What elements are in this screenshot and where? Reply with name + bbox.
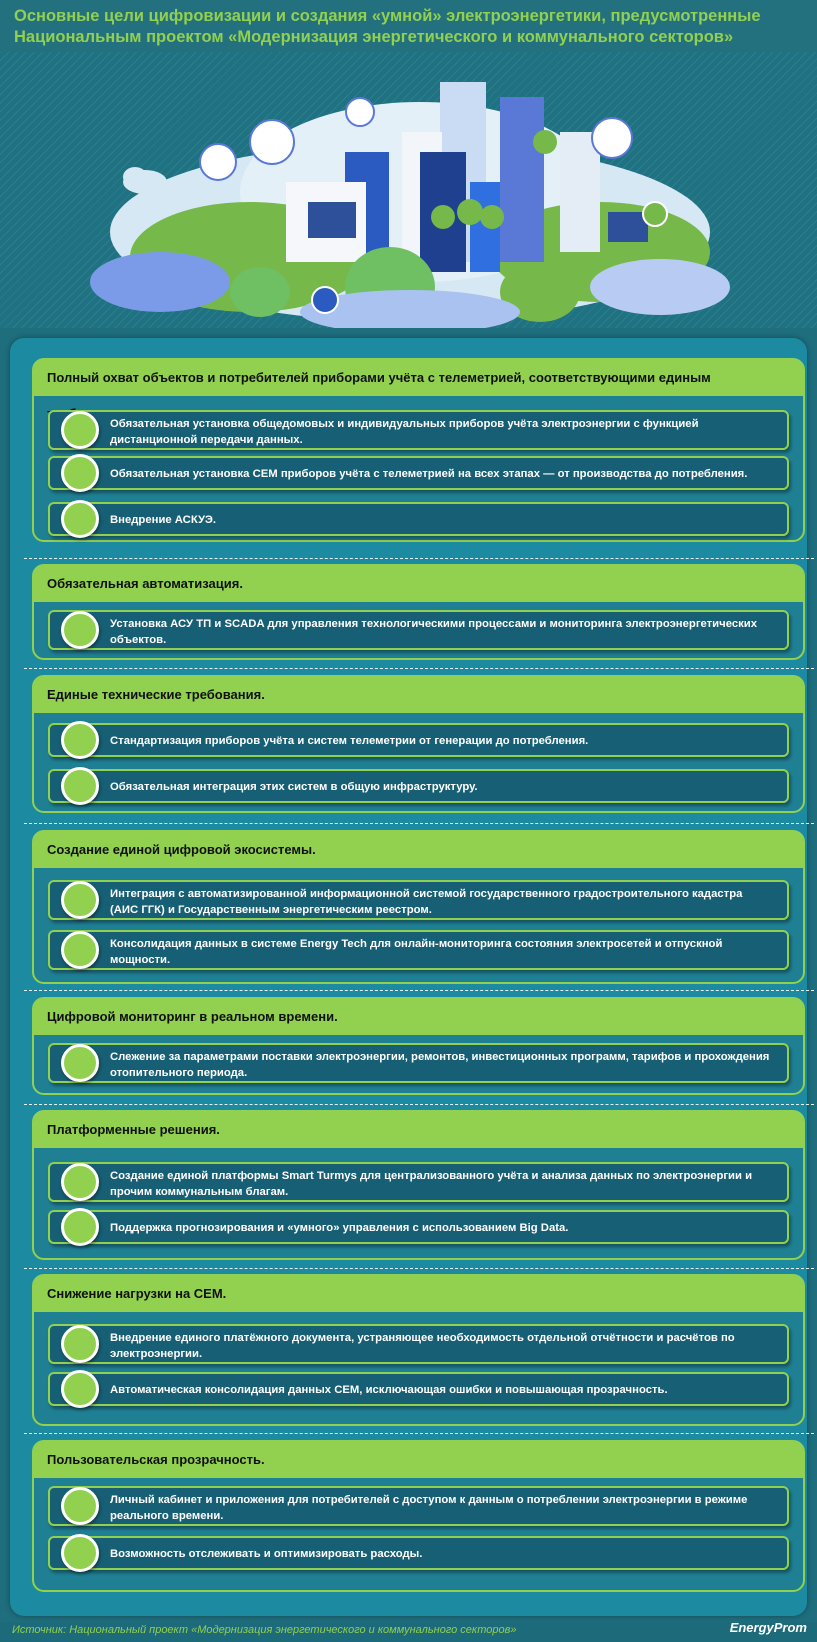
goal-item — [48, 456, 789, 490]
goal-item — [48, 723, 789, 757]
goal-item-text: Создание единой платформы Smart Turmys для централизованного учёта и анализа данных по электроэнергии и прочим коммунальным благам. — [110, 1170, 753, 1198]
goal-item-text: Внедрение АСКУЭ. — [110, 514, 217, 526]
goal-card-8 — [32, 1440, 805, 1592]
goal-item — [48, 1486, 789, 1526]
goal-card-3 — [32, 675, 805, 813]
goal-item-text: Обязательная установка СЕМ приборов учёта с телеметрией на всех этапах — от производства до потребления. — [110, 468, 748, 480]
goal-heading: Создание единой цифровой экосистемы. — [34, 832, 803, 868]
bullet-circle-icon — [61, 1370, 99, 1408]
goal-item-text: Слежение за параметрами поставки электроэнергии, ремонтов, инвестиционных программ, тарифов и прохождения отопительного периода. — [110, 1051, 770, 1079]
bullet-circle-icon — [61, 881, 99, 919]
bullet-circle-icon — [61, 1534, 99, 1572]
goal-item — [48, 610, 789, 650]
source-note: Источник: Национальный проект «Модернизация энергетического и коммунального секторов» — [12, 1624, 517, 1636]
goal-heading: Цифровой мониторинг в реальном времени. — [34, 999, 803, 1035]
bullet-circle-icon — [61, 500, 99, 538]
goal-item — [48, 1043, 789, 1083]
goal-card-7 — [32, 1274, 805, 1426]
goal-heading: Пользовательская прозрачность. — [34, 1442, 803, 1478]
goal-item — [48, 1372, 789, 1406]
goal-card-6 — [32, 1110, 805, 1260]
goal-card-5 — [32, 997, 805, 1095]
goal-item — [48, 880, 789, 920]
bullet-circle-icon — [61, 1325, 99, 1363]
bullet-circle-icon — [61, 767, 99, 805]
goal-item — [48, 1324, 789, 1364]
goal-item-text: Возможность отслеживать и оптимизировать расходы. — [110, 1548, 423, 1560]
goal-card-1 — [32, 358, 805, 542]
goal-item — [48, 769, 789, 803]
goal-item-text: Автоматическая консолидация данных СЕМ, исключающая ошибки и повышающая прозрачность. — [110, 1384, 668, 1396]
goal-item — [48, 1536, 789, 1570]
goal-item-text: Стандартизация приборов учёта и систем телеметрии от генерации до потребления. — [110, 735, 589, 747]
bullet-circle-icon — [61, 721, 99, 759]
page-title: Основные цели цифровизации и создания «умной» электроэнергетики, предусмотренные Национальным проектом «Модернизация энергетического и коммунального секторов» — [14, 7, 761, 46]
section-divider — [24, 1268, 814, 1269]
goal-heading: Обязательная автоматизация. — [34, 566, 803, 602]
goal-item-text: Обязательная интеграция этих систем в общую инфраструктуру. — [110, 781, 478, 793]
goal-item-text: Внедрение единого платёжного документа, устраняющее необходимость отдельной отчётности и расчётов по электроэнергии. — [110, 1332, 735, 1360]
goal-heading: Единые технические требования. — [34, 677, 803, 713]
bullet-circle-icon — [61, 611, 99, 649]
goal-item — [48, 930, 789, 970]
goal-item — [48, 1162, 789, 1202]
goal-item-text: Консолидация данных в системе Energy Tech для онлайн-мониторинга состояния электросетей и отпускной мощности. — [110, 938, 723, 966]
section-divider — [24, 558, 814, 559]
bullet-circle-icon — [61, 454, 99, 492]
bullet-circle-icon — [61, 1163, 99, 1201]
goal-item — [48, 1210, 789, 1244]
bullet-circle-icon — [61, 1044, 99, 1082]
section-divider — [24, 1433, 814, 1434]
goal-item-text: Обязательная установка общедомовых и индивидуальных приборов учёта электроэнергии с функцией дистанционной передачи данных. — [110, 418, 699, 446]
goal-item — [48, 410, 789, 450]
bullet-circle-icon — [61, 411, 99, 449]
bullet-circle-icon — [61, 1487, 99, 1525]
goal-heading: Платформенные решения. — [34, 1112, 803, 1148]
header-bar — [0, 0, 817, 52]
goal-heading: Полный охват объектов и потребителей приборами учёта с телеметрией, соответствующими единым — [34, 360, 803, 396]
goal-item-text: Интеграция с автоматизированной информационной системой государственного градостроительного кадастра (АИС ГГК) и Государственным энергетическим реестром. — [110, 888, 743, 916]
smart-city-graphic — [0, 52, 817, 328]
brand-logo: EnergyProm — [729, 1620, 807, 1635]
section-divider — [24, 990, 814, 991]
goals-panel — [10, 338, 807, 1616]
goal-card-4 — [32, 830, 805, 984]
bullet-circle-icon — [61, 931, 99, 969]
goal-item-text: Личный кабинет и приложения для потребителей с доступом к данным о потреблении электроэнергии в режиме реального времени. — [110, 1494, 748, 1522]
goal-heading: Снижение нагрузки на СЕМ. — [34, 1276, 803, 1312]
section-divider — [24, 1104, 814, 1105]
smart-city-illustration — [0, 52, 817, 328]
bullet-circle-icon — [61, 1208, 99, 1246]
goal-item-text: Установка АСУ ТП и SCADA для управления технологическими процессами и мониторинга электроэнергетических объектов. — [110, 618, 757, 646]
goal-item-text: Поддержка прогнозирования и «умного» управления с использованием Big Data. — [110, 1222, 569, 1234]
section-divider — [24, 823, 814, 824]
goal-item — [48, 502, 789, 536]
section-divider — [24, 668, 814, 669]
goal-card-2 — [32, 564, 805, 660]
